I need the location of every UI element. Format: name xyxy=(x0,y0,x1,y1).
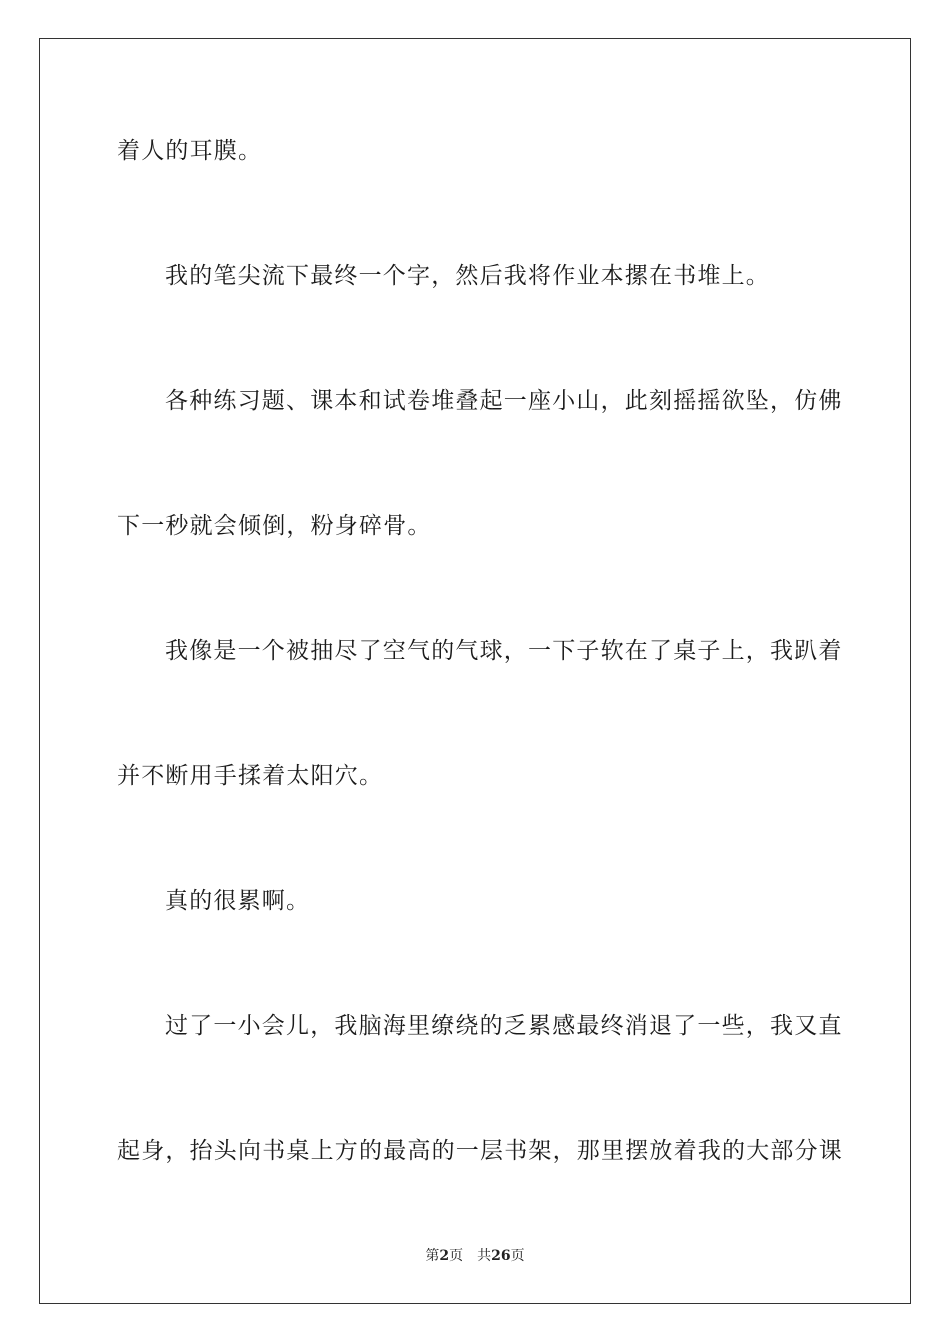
text-line-2: 我的笔尖流下最终一个字，然后我将作业本摞在书堆上。 xyxy=(165,263,770,289)
page-number: 2 xyxy=(439,1248,450,1264)
total-prefix: 共 xyxy=(477,1248,492,1264)
text-line-6: 并不断用手揉着太阳穴。 xyxy=(117,763,384,789)
text-line-9: 起身，抬头向书桌上方的最高的一层书架，那里摆放着我的大部分课 xyxy=(117,1138,843,1164)
page-footer xyxy=(0,1247,950,1265)
text-line-7: 真的很累啊。 xyxy=(165,888,311,914)
text-line-1: 着人的耳膜。 xyxy=(117,138,263,164)
page-suffix: 页 xyxy=(449,1248,464,1264)
page-border xyxy=(39,38,911,1304)
page-prefix: 第 xyxy=(425,1248,440,1264)
text-line-8: 过了一小会儿，我脑海里缭绕的乏累感最终消退了一些，我又直 xyxy=(165,1013,843,1039)
text-line-3: 各种练习题、课本和试卷堆叠起一座小山，此刻摇摇欲坠，仿佛 xyxy=(165,388,843,414)
total-pages: 26 xyxy=(491,1248,511,1264)
total-suffix: 页 xyxy=(510,1248,525,1264)
text-line-4: 下一秒就会倾倒，粉身碎骨。 xyxy=(117,513,432,539)
text-line-5: 我像是一个被抽尽了空气的气球，一下子软在了桌子上，我趴着 xyxy=(165,638,843,664)
